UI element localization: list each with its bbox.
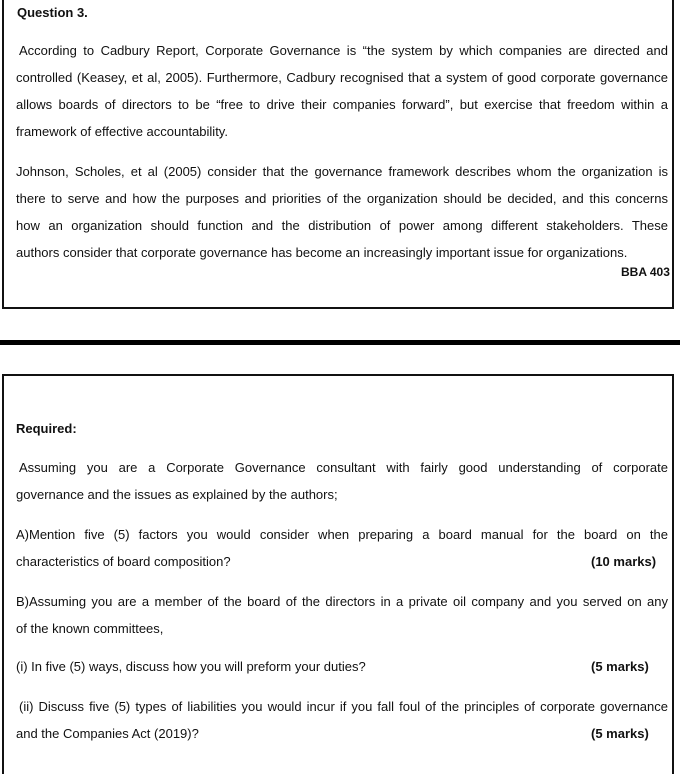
required-intro-line-1: Assuming you are a Corporate Governance consultant with fairly good understanding of corporate — [19, 460, 668, 475]
para2-line-4: authors consider that corporate governance has become an increasingly important issue for organizations. — [16, 245, 628, 260]
part-b-line-1: B)Assuming you are a member of the board of the directors in a private oil company and you served on any — [16, 594, 668, 609]
required-heading: Required: — [16, 421, 77, 436]
section-divider — [0, 340, 680, 345]
para1-line-2: controlled (Keasey, et al, 2005). Furthermore, Cadbury recognised that a system of good corporate governance — [16, 70, 668, 85]
para2-line-2: there to serve and how the purposes and priorities of the organization should be decided, and this concerns — [16, 191, 668, 206]
required-intro-line-2: governance and the issues as explained by the authors; — [16, 487, 338, 502]
question-heading: Question 3. — [17, 5, 88, 20]
part-a-marks: (10 marks) — [591, 554, 657, 569]
part-b-i-marks: (5 marks) — [591, 659, 649, 674]
part-a-line-2: characteristics of board composition? — [16, 554, 231, 569]
part-b-i: (i) In five (5) ways, discuss how you will preform your duties? — [16, 659, 366, 674]
course-code: BBA 403 — [621, 265, 670, 279]
part-b-line-2: of the known committees, — [16, 621, 164, 636]
para2-line-3: how an organization should function and the distribution of power among different stakeholders. These — [16, 218, 668, 233]
para1-line-4: framework of effective accountability. — [16, 124, 228, 139]
para1-line-1: According to Cadbury Report, Corporate Governance is “the system by which companies are directed and — [19, 43, 668, 58]
para2-line-1: Johnson, Scholes, et al (2005) consider that the governance framework describes whom the organization is — [16, 164, 668, 179]
part-a-line-1: A)Mention five (5) factors you would consider when preparing a board manual for the board on the — [16, 527, 668, 542]
part-b-ii-marks: (5 marks) — [591, 726, 649, 741]
part-b-ii-line-2: and the Companies Act (2019)? — [16, 726, 199, 741]
para1-line-3: allows boards of directors to be “free to drive their companies forward”, but exercise that freedom within a — [16, 97, 668, 112]
part-b-ii-line-1: (ii) Discuss five (5) types of liabilities you would incur if you fall foul of the principles of corporate governance — [19, 699, 668, 714]
